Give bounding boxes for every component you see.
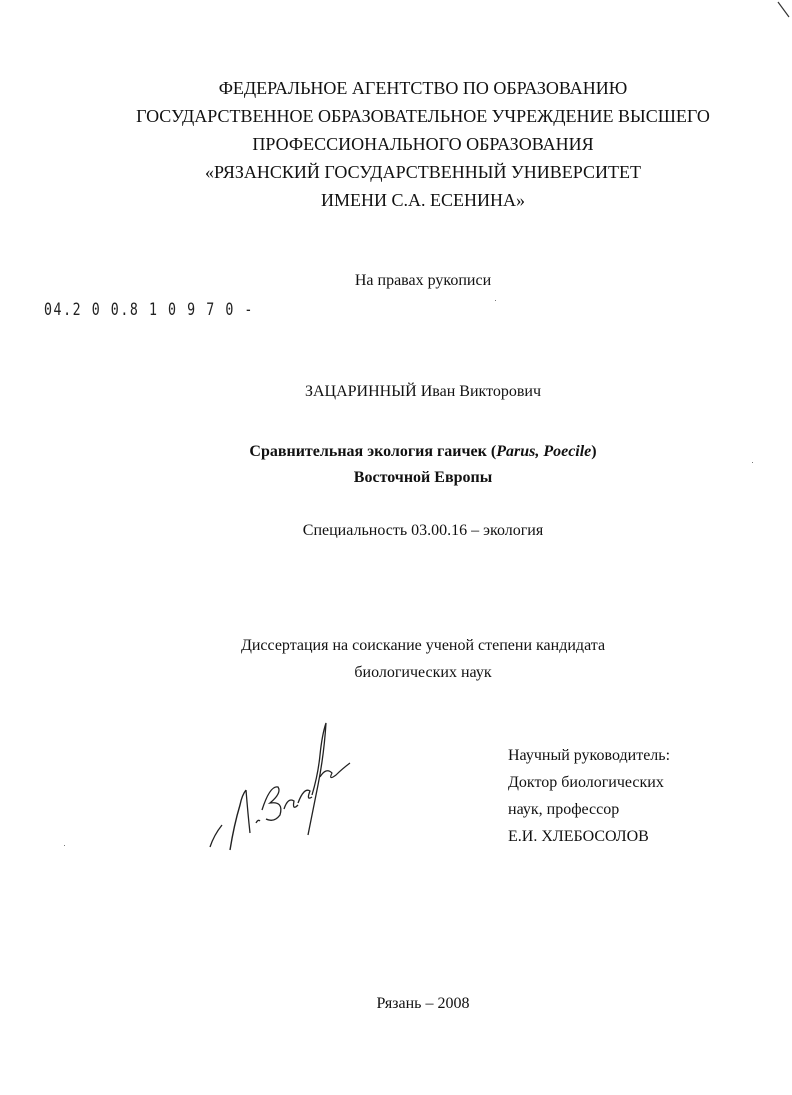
org-line-1: ФЕДЕРАЛЬНОЕ АГЕНТСТВО ПО ОБРАЗОВАНИЮ bbox=[218, 78, 628, 98]
registry-stamp: 04.2 0 0.8 1 0 9 7 0 - bbox=[44, 300, 254, 320]
organization-header bbox=[0, 74, 792, 214]
scan-corner-mark bbox=[776, 0, 792, 20]
scan-speck bbox=[752, 462, 753, 463]
scientific-supervisor bbox=[508, 742, 670, 850]
manuscript-note: На правах рукописи bbox=[354, 272, 492, 289]
title-suffix: ) bbox=[591, 443, 597, 460]
title-genus: Parus, Poecile bbox=[496, 443, 592, 460]
org-line-2: ГОСУДАРСТВЕННОЕ ОБРАЗОВАТЕЛЬНОЕ УЧРЕЖДЕНИЕ ВЫСШЕГО bbox=[136, 106, 710, 126]
scan-speck bbox=[495, 300, 496, 301]
degree-line-2: биологических наук bbox=[354, 664, 492, 681]
org-line-3: ПРОФЕССИОНАЛЬНОГО ОБРАЗОВАНИЯ bbox=[252, 134, 594, 154]
author-name: ЗАЦАРИННЫЙ Иван Викторович bbox=[304, 383, 542, 400]
org-line-5: ИМЕНИ С.А. ЕСЕНИНА» bbox=[321, 190, 525, 210]
dissertation-title bbox=[0, 439, 792, 491]
title-line-2: Восточной Европы bbox=[353, 469, 493, 486]
city-and-year: Рязань – 2008 bbox=[376, 995, 470, 1012]
org-line-4: «РЯЗАНСКИЙ ГОСУДАРСТВЕННЫЙ УНИВЕРСИТЕТ bbox=[205, 162, 641, 182]
title-line-1 bbox=[0, 439, 792, 465]
supervisor-line-1: Научный руководитель: bbox=[508, 747, 671, 764]
supervisor-line-3: наук, профессор bbox=[508, 801, 620, 818]
degree-line-1: Диссертация на соискание ученой степени кандидата bbox=[240, 637, 606, 654]
degree-statement bbox=[0, 632, 792, 686]
scan-speck bbox=[64, 845, 65, 846]
specialty: Специальность 03.00.16 – экология bbox=[302, 522, 544, 539]
handwritten-signature bbox=[200, 715, 360, 865]
supervisor-line-2: Доктор биологических bbox=[508, 774, 664, 791]
supervisor-line-4: Е.И. ХЛЕБОСОЛОВ bbox=[508, 828, 649, 845]
title-prefix: Сравнительная экология гаичек ( bbox=[249, 443, 497, 460]
